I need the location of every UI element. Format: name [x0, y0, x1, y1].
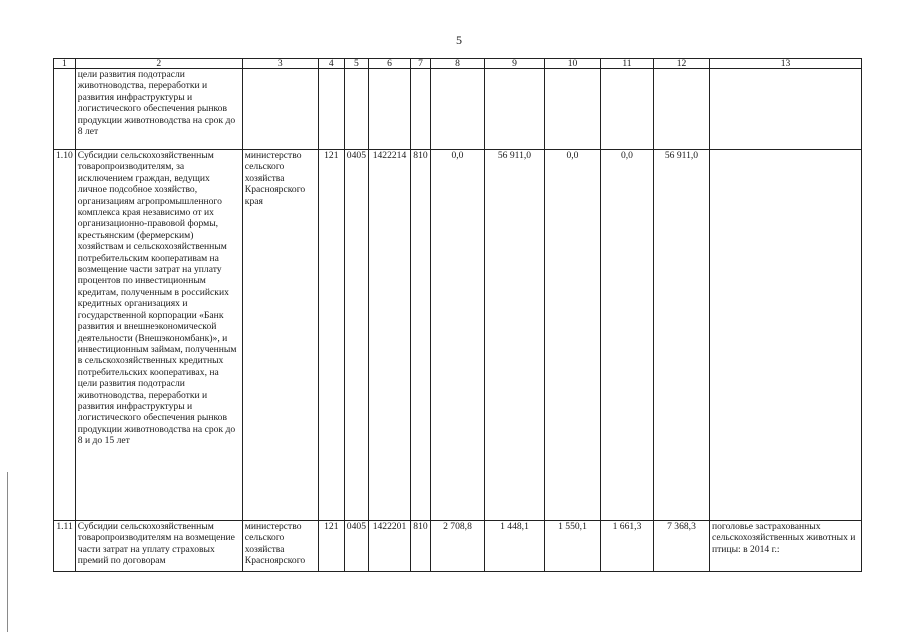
col-header-7: 7: [410, 59, 430, 69]
row-value-col12: 56 911,0: [653, 150, 709, 521]
row-administrator: министерство сельского хозяйства Красноярского: [242, 521, 318, 572]
row-value-col9: [484, 69, 544, 150]
row-result: поголовье застрахованных сельскохозяйственных животных и птицы: в 2014 г.:: [709, 521, 861, 572]
row-value-col10: 1 550,1: [544, 521, 600, 572]
row-result: [709, 69, 861, 150]
col-header-2: 2: [75, 59, 242, 69]
col-header-9: 9: [484, 59, 544, 69]
col-header-11: 11: [600, 59, 653, 69]
row-grbs-code: [318, 69, 344, 150]
row-grbs-code: 121: [318, 521, 344, 572]
col-header-6: 6: [368, 59, 410, 69]
row-description: Субсидии сельскохозяйственным товаропроизводителям на возмещение части затрат на уплату страховых премий по договорам: [75, 521, 242, 572]
row-administrator: [242, 69, 318, 150]
row-value-col8: 2 708,8: [430, 521, 484, 572]
table-row: [54, 521, 862, 572]
row-description: Субсидии сельскохозяйственным товаропроизводителям, за исключением граждан, ведущих личное подсобное хозяйство, организациям агропромышленного комплекса края независимо от их организационно-правовой формы, крестьянским (фермерским) хозяйствам и сельскохозяйственным потребительским кооперативам на возмещение части затрат на уплату процентов по инвестиционным кредитам, полученным в российских кредитных организациях и государственной корпорации «Банк развития и внешнеэкономической деятельности (Внешэкономбанк)», и инвестиционным займам, полученным в сельскохозяйственных кредитных потребительских кооперативах, на цели развития подотрасли животноводства, переработки и развития инфраструктуры и логистического обеспечения рынков продукции животноводства на срок до 8 и до 15 лет: [75, 150, 242, 521]
row-value-col9: 56 911,0: [484, 150, 544, 521]
col-header-13: 13: [709, 59, 861, 69]
row-section-code: [344, 69, 368, 150]
row-expense-type: 810: [410, 150, 430, 521]
row-value-col9: 1 448,1: [484, 521, 544, 572]
col-header-8: 8: [430, 59, 484, 69]
row-number: 1.10: [54, 150, 76, 521]
column-number-row: [54, 59, 862, 69]
scan-margin-line: [7, 472, 8, 632]
row-grbs-code: 121: [318, 150, 344, 521]
row-administrator: министерство сельского хозяйства Красноярского края: [242, 150, 318, 521]
row-value-col11: 1 661,3: [600, 521, 653, 572]
page-number: 5: [456, 33, 462, 47]
row-target-code: 1422214: [368, 150, 410, 521]
table-row: [54, 150, 862, 521]
col-header-1: 1: [54, 59, 76, 69]
col-header-3: 3: [242, 59, 318, 69]
row-number: 1.11: [54, 521, 76, 572]
row-value-col12: [653, 69, 709, 150]
row-number: [54, 69, 76, 150]
row-description: цели развития подотрасли животноводства, переработки и развития инфраструктуры и логистического обеспечения рынков продукции животноводства на срок до 8 лет: [75, 69, 242, 150]
col-header-10: 10: [544, 59, 600, 69]
table-row: [54, 69, 862, 150]
row-expense-type: 810: [410, 521, 430, 572]
row-value-col10: 0,0: [544, 150, 600, 521]
row-value-col8: [430, 69, 484, 150]
col-header-12: 12: [653, 59, 709, 69]
row-target-code: 1422201: [368, 521, 410, 572]
row-value-col11: 0,0: [600, 150, 653, 521]
row-section-code: 0405: [344, 150, 368, 521]
row-value-col8: 0,0: [430, 150, 484, 521]
row-value-col12: 7 368,3: [653, 521, 709, 572]
row-value-col10: [544, 69, 600, 150]
row-target-code: [368, 69, 410, 150]
row-expense-type: [410, 69, 430, 150]
col-header-5: 5: [344, 59, 368, 69]
row-section-code: 0405: [344, 521, 368, 572]
row-result: [709, 150, 861, 521]
row-value-col11: [600, 69, 653, 150]
budget-table: [53, 58, 862, 572]
col-header-4: 4: [318, 59, 344, 69]
